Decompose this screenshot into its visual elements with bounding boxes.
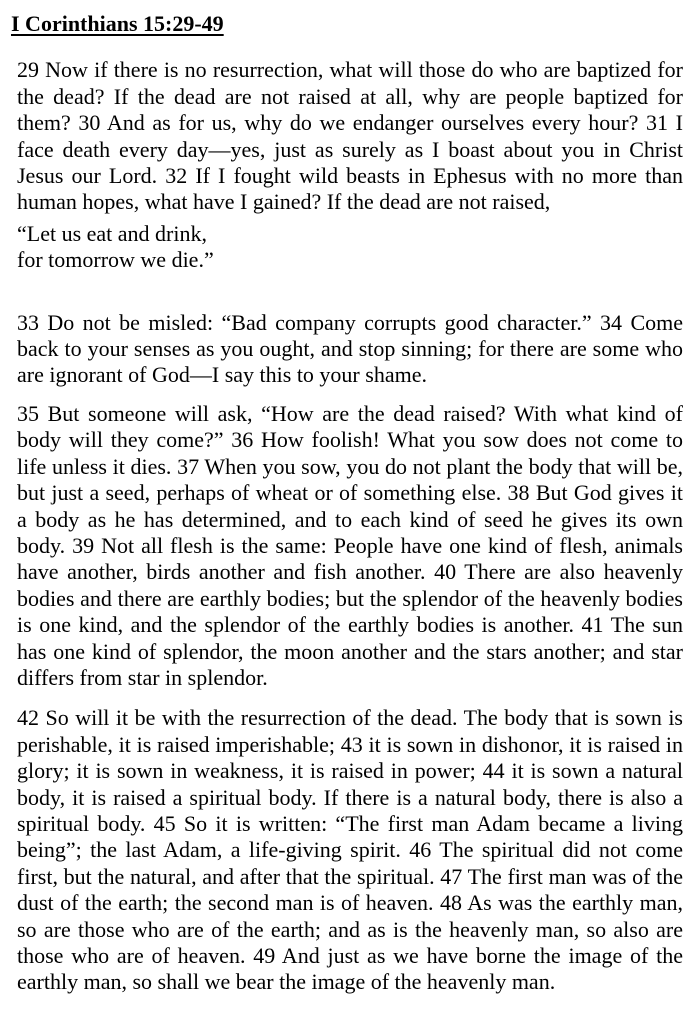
poetry-quote-block [17, 221, 683, 274]
passage-title: I Corinthians 15:29-49 [11, 11, 224, 36]
poetry-line-2: for tomorrow we die.” [17, 247, 214, 273]
verse-paragraph-35-41: 35 But someone will ask, “How are the dead raised? With what kind of body will they come?” 36 How foolish! What you sow does not come to life unless it dies. 37 When you sow, you do not plant the body that will be, but just a seed, perhaps of wheat or of something else. 38 But God gives it a body as he has determined, and to each kind of seed he gives its own body. 39 Not all flesh is the same: People have one kind of flesh, animals have another, birds another and fish another. 40 There are also heavenly bodies and there are earthly bodies; but the splendor of the heavenly bodies is one kind, and the splendor of the earthly bodies is another. 41 The sun has one kind of splendor, the moon another and the stars another; and star differs from star in splendor. [17, 400, 683, 690]
verse-paragraph-29-32: 29 Now if there is no resurrection, what will those do who are baptized for the dead? If the dead are not raised at all, why are people baptized for them? 30 And as for us, why do we endanger ourselves every hour? 31 I face death every day—yes, just as surely as I boast about you in Christ Jesus our Lord. 32 If I fought wild beasts in Ephesus with no more than human hopes, what have I gained? If the dead are not raised, [17, 57, 683, 215]
verse-paragraph-42-49: 42 So will it be with the resurrection of the dead. The body that is sown is perishable, it is raised imperishable; 43 it is sown in dishonor, it is raised in glory; it is sown in weakness, it is raised in power; 44 it is sown a natural body, it is raised a spiritual body. If there is a natural body, there is also a spiritual body. 45 So it is written: “The first man Adam became a living being”; the last Adam, a life-giving spirit. 46 The spiritual did not come first, but the natural, and after that the spiritual. 47 The first man was of the dust of the earth; the second man is of heaven. 48 As was the earthly man, so are those who are of the earth; and as is the heavenly man, so also are those who are of heaven. 49 And just as we have borne the image of the earthly man, so shall we bear the image of the heavenly man. [17, 705, 683, 995]
poetry-line-1: “Let us eat and drink, [17, 220, 207, 246]
verse-paragraph-33-34: 33 Do not be misled: “Bad company corrupts good character.” 34 Come back to your senses as you ought, and stop sinning; for there are some who are ignorant of God—I say this to your shame. [17, 309, 683, 388]
